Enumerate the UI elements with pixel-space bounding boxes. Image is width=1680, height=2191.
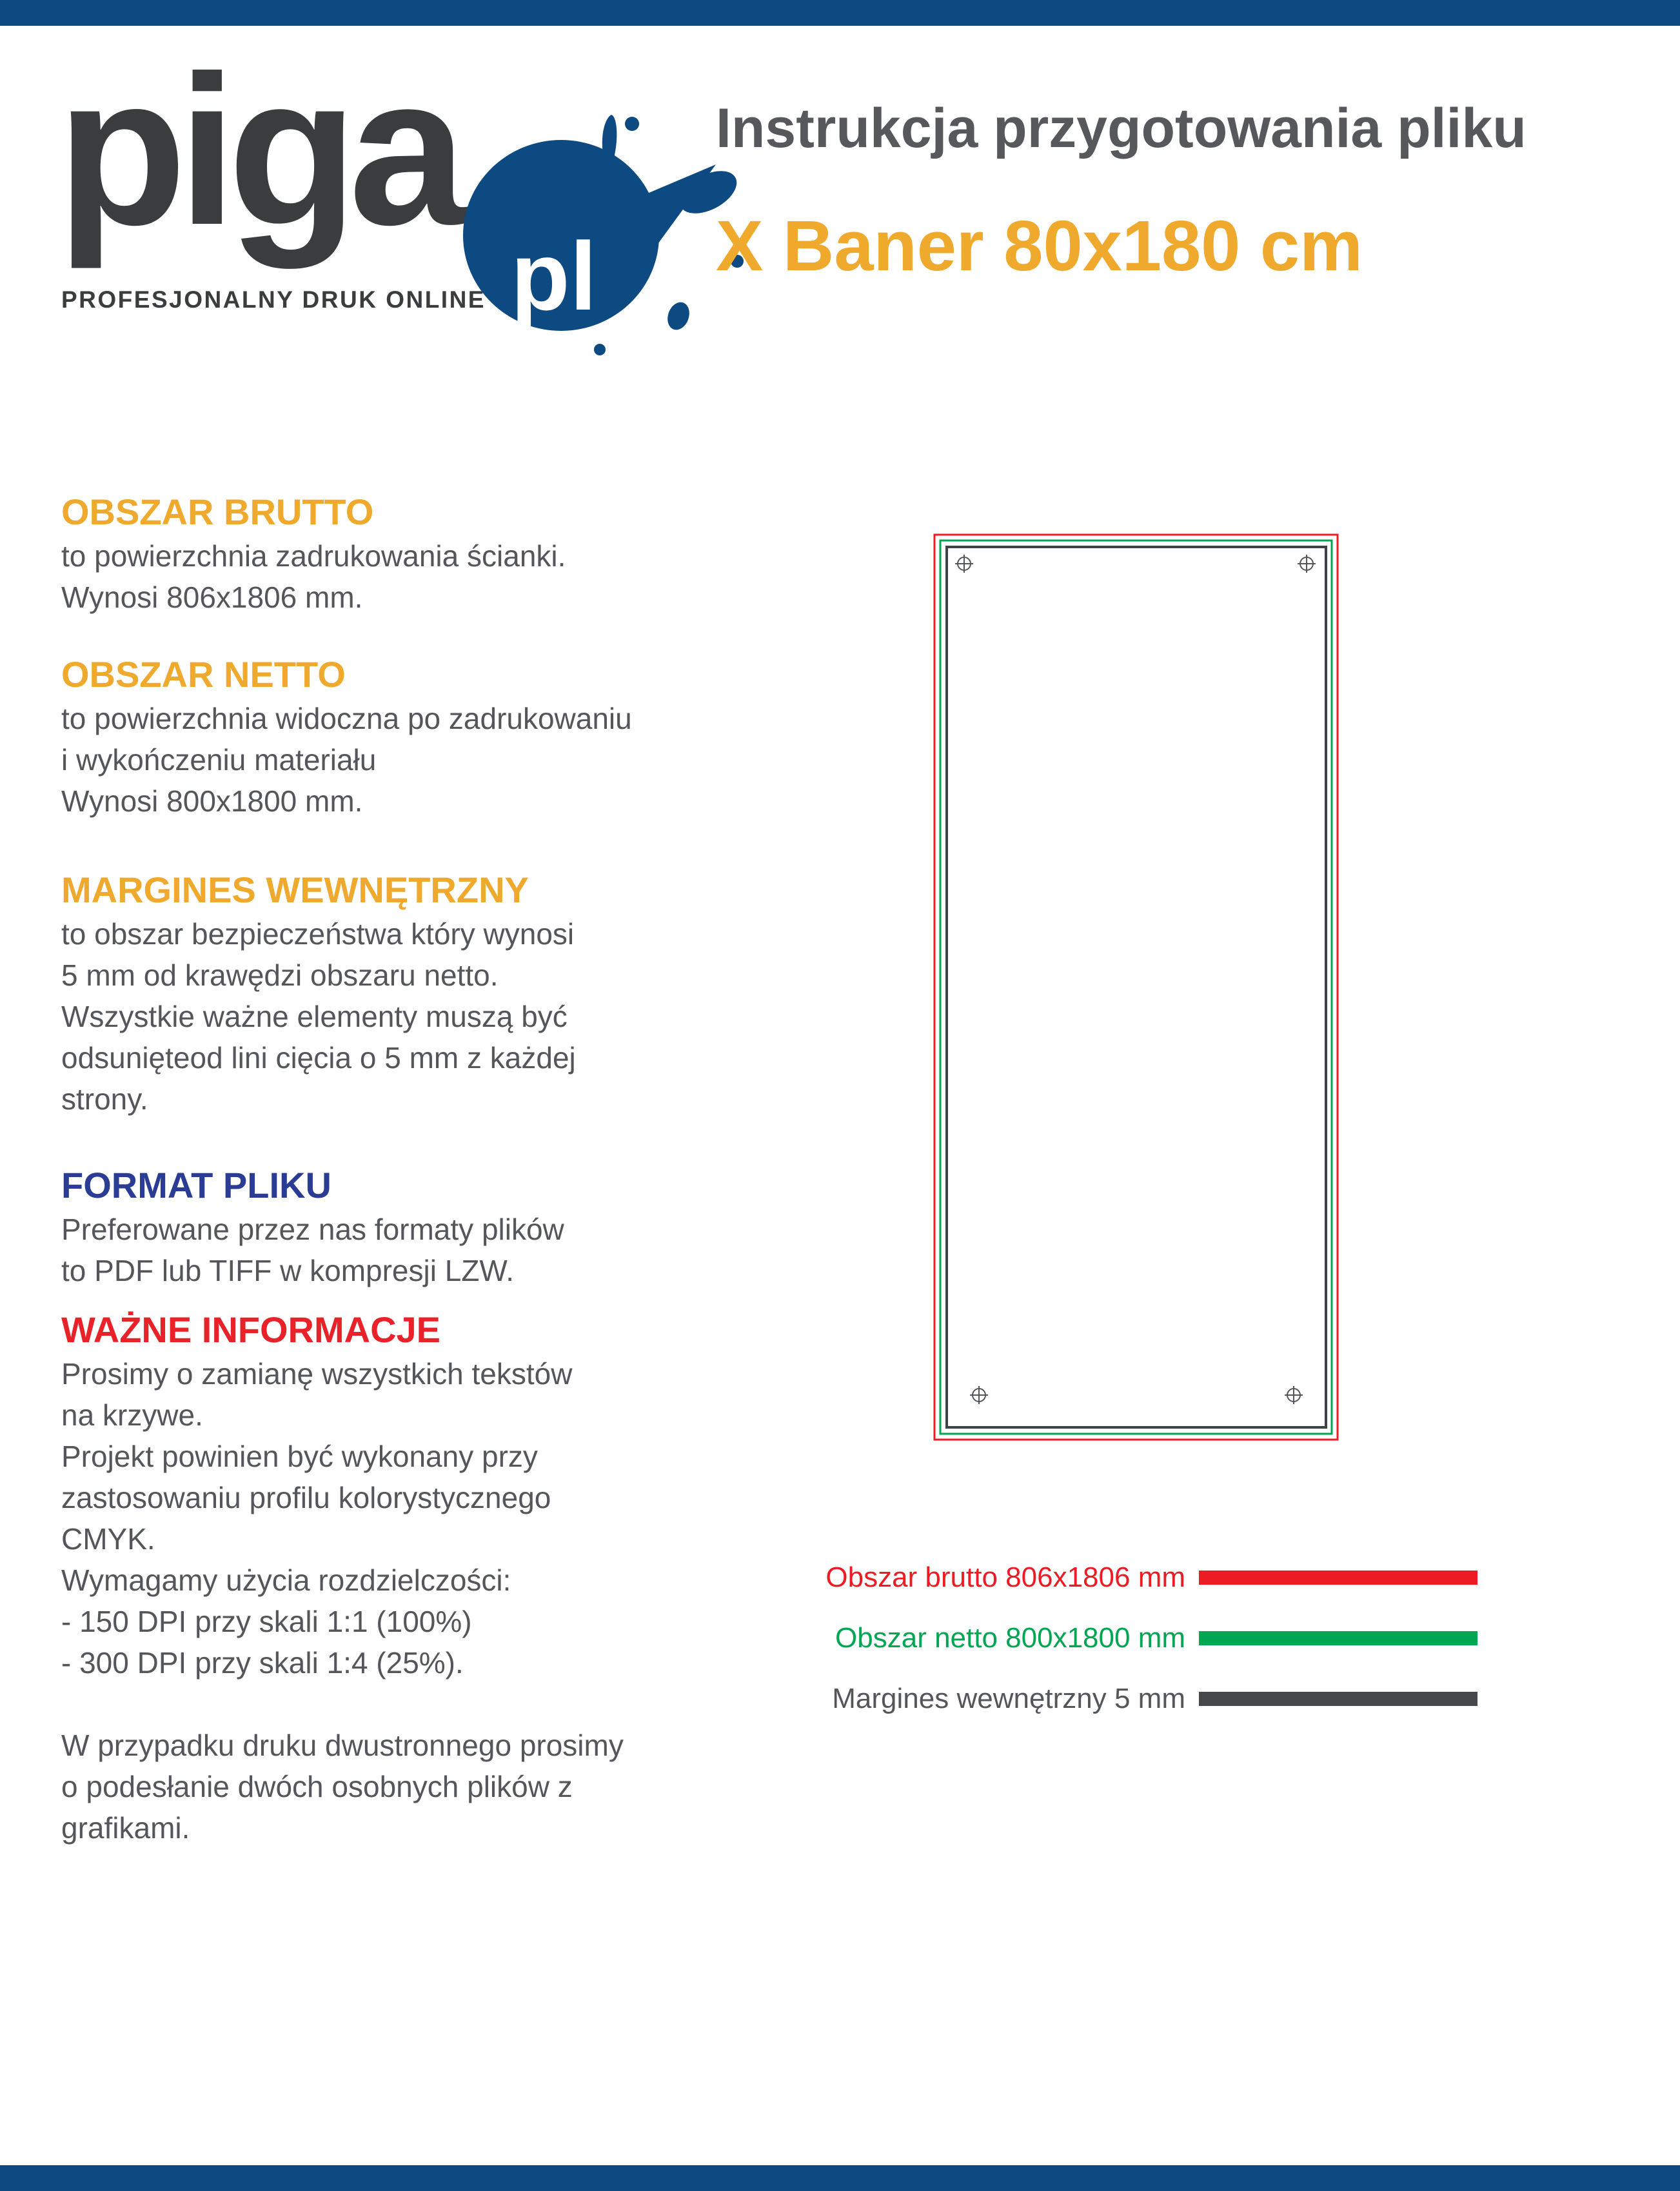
section-margines-wewnetrzny <box>61 869 803 1120</box>
section-text-line: strony. <box>61 1082 148 1116</box>
section-wazne-informacje <box>61 1309 803 1849</box>
legend-label: Obszar netto 800x1800 mm <box>835 1622 1185 1654</box>
section-text-line: na krzywe. <box>61 1398 203 1432</box>
registration-mark-icon <box>955 555 973 573</box>
section-obszar-brutto <box>61 491 803 618</box>
section-text-line: i wykończeniu materiału <box>61 743 377 777</box>
logo-tagline: PROFESJONALNY DRUK ONLINE <box>61 286 486 313</box>
section-text-line: o podesłanie dwóch osobnych plików z <box>61 1770 573 1803</box>
section-heading: FORMAT PLIKU <box>61 1165 331 1205</box>
logo-ink-splash <box>439 110 761 368</box>
section-text-line: 5 mm od krawędzi obszaru netto. <box>61 958 499 992</box>
legend-color-bar <box>1199 1631 1477 1645</box>
brutto-area-outline <box>934 535 1338 1440</box>
legend-color-bar <box>1199 1571 1477 1585</box>
section-text-line: Wymagamy użycia rozdzielczości: <box>61 1563 511 1597</box>
bottom-accent-bar <box>0 2165 1680 2191</box>
section-heading: MARGINES WEWNĘTRZNY <box>61 869 529 910</box>
section-text-line: - 300 DPI przy skali 1:4 (25%). <box>61 1646 464 1680</box>
section-text-line: Wszystkie ważne elementy muszą być <box>61 1000 568 1033</box>
section-text-line: odsunięteod lini cięcia o 5 mm z każdej <box>61 1041 576 1075</box>
logo-suffix: pl <box>511 222 597 330</box>
blank-line <box>61 1683 803 1725</box>
product-title: X Baner 80x180 cm <box>716 206 1363 286</box>
section-format-pliku <box>61 1165 803 1291</box>
section-text-line: grafikami. <box>61 1811 190 1845</box>
section-text-line: CMYK. <box>61 1522 155 1556</box>
registration-mark-icon <box>970 1386 988 1404</box>
netto-area-outline <box>940 540 1332 1434</box>
section-text-line: to powierzchnia zadrukowania ścianki. <box>61 539 566 573</box>
section-heading: OBSZAR NETTO <box>61 654 346 695</box>
logo-wordmark: piga <box>57 31 459 269</box>
section-text-line: Wynosi 806x1806 mm. <box>61 580 363 614</box>
section-text-line: Prosimy o zamianę wszystkich tekstów <box>61 1357 573 1391</box>
section-text-line: to powierzchnia widoczna po zadrukowaniu <box>61 702 632 735</box>
section-text-line: to PDF lub TIFF w kompresji LZW. <box>61 1254 515 1287</box>
registration-marks <box>955 555 1316 1404</box>
legend-row-margines <box>742 1685 1580 1713</box>
registration-mark-icon <box>1298 555 1316 573</box>
page-title: Instrukcja przygotowania pliku <box>716 97 1527 159</box>
registration-mark-icon <box>1285 1386 1303 1404</box>
section-text-line: Projekt powinien być wykonany przy <box>61 1440 538 1473</box>
legend-label: Margines wewnętrzny 5 mm <box>832 1683 1185 1714</box>
section-text-line: to obszar bezpieczeństwa który wynosi <box>61 917 575 951</box>
section-text-line: - 150 DPI przy skali 1:1 (100%) <box>61 1605 472 1638</box>
section-heading: OBSZAR BRUTTO <box>61 491 374 532</box>
legend-color-bar <box>1199 1692 1477 1706</box>
section-text-line: W przypadku druku dwustronnego prosimy <box>61 1729 624 1762</box>
section-text-line: Preferowane przez nas formaty plików <box>61 1213 564 1246</box>
section-obszar-netto <box>61 654 803 822</box>
banner-template-diagram <box>929 529 1348 1445</box>
legend-row-netto <box>742 1624 1580 1652</box>
inner-margin-outline <box>947 547 1326 1427</box>
legend-label: Obszar brutto 806x1806 mm <box>825 1561 1185 1593</box>
section-text-line: Wynosi 800x1800 mm. <box>61 784 363 818</box>
section-heading: WAŻNE INFORMACJE <box>61 1309 440 1350</box>
legend-row-brutto <box>742 1563 1580 1592</box>
section-text-line: zastosowaniu profilu kolorystycznego <box>61 1481 551 1514</box>
top-accent-bar <box>0 0 1680 26</box>
